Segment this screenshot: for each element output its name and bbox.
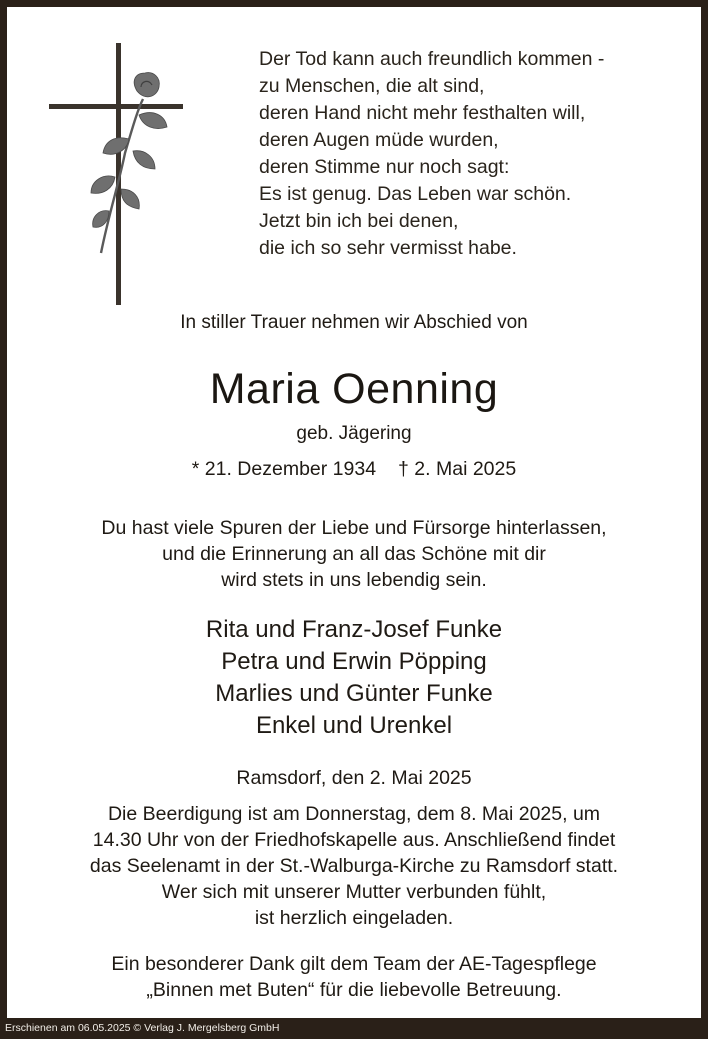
deceased-name: Maria Oenning bbox=[209, 365, 499, 413]
cross-with-rose bbox=[49, 43, 189, 313]
poem-line: zu Menschen, die alt sind, bbox=[259, 75, 485, 97]
tribute-line: wird stets in uns lebendig sein. bbox=[221, 569, 487, 591]
publication-footer: Erschienen am 06.05.2025 © Verlag J. Mergelsberg GmbH bbox=[5, 1022, 280, 1034]
poem bbox=[259, 46, 604, 262]
funeral-line: das Seelenamt in der St.-Walburga-Kirche zu Ramsdorf statt. bbox=[89, 855, 619, 877]
death-date: † 2. Mai 2025 bbox=[398, 458, 517, 480]
thanks-line: „Binnen met Buten“ für die liebevolle Betreuung. bbox=[146, 979, 562, 1001]
intro-text: In stiller Trauer nehmen wir Abschied von bbox=[180, 312, 528, 333]
funeral-line: Die Beerdigung ist am Donnerstag, dem 8. Mai 2025, um bbox=[107, 803, 601, 825]
poem-line: deren Hand nicht mehr festhalten will, bbox=[259, 102, 586, 124]
thanks-line: Ein besonderer Dank gilt dem Team der AE-Tagespflege bbox=[111, 953, 597, 975]
rose-icon bbox=[91, 73, 167, 253]
funeral-line: ist herzlich eingeladen. bbox=[254, 907, 454, 929]
poem-line: Es ist genug. Das Leben war schön. bbox=[259, 183, 572, 205]
poem-line: Jetzt bin ich bei denen, bbox=[259, 210, 459, 232]
poem-line: die ich so sehr vermisst habe. bbox=[259, 237, 517, 259]
mourner: Rita und Franz-Josef Funke bbox=[205, 616, 503, 643]
obituary-card bbox=[7, 7, 701, 1018]
poem-line: deren Stimme nur noch sagt: bbox=[259, 156, 510, 178]
tribute-text bbox=[7, 515, 701, 593]
birth-date: * 21. Dezember 1934 bbox=[191, 458, 377, 480]
life-dates bbox=[7, 458, 701, 481]
mourner: Enkel und Urenkel bbox=[255, 712, 453, 739]
funeral-details bbox=[7, 801, 701, 931]
tribute-line: Du hast viele Spuren der Liebe und Fürsorge hinterlassen, bbox=[101, 517, 607, 539]
mourner: Petra und Erwin Pöpping bbox=[221, 648, 487, 675]
poem-line: deren Augen müde wurden, bbox=[259, 129, 499, 151]
funeral-line: Wer sich mit unserer Mutter verbunden fühlt, bbox=[161, 881, 547, 903]
funeral-line: 14.30 Uhr von der Friedhofskapelle aus. Anschließend findet bbox=[92, 829, 616, 851]
birth-name: geb. Jägering bbox=[296, 423, 412, 444]
thanks-text bbox=[7, 951, 701, 1003]
tribute-line: und die Erinnerung an all das Schöne mit dir bbox=[162, 543, 546, 565]
place-date: Ramsdorf, den 2. Mai 2025 bbox=[236, 767, 472, 789]
mourner: Marlies und Günter Funke bbox=[215, 680, 493, 707]
poem-line: Der Tod kann auch freundlich kommen - bbox=[259, 48, 605, 70]
mourners-list bbox=[7, 614, 701, 742]
cross-icon bbox=[49, 43, 189, 313]
